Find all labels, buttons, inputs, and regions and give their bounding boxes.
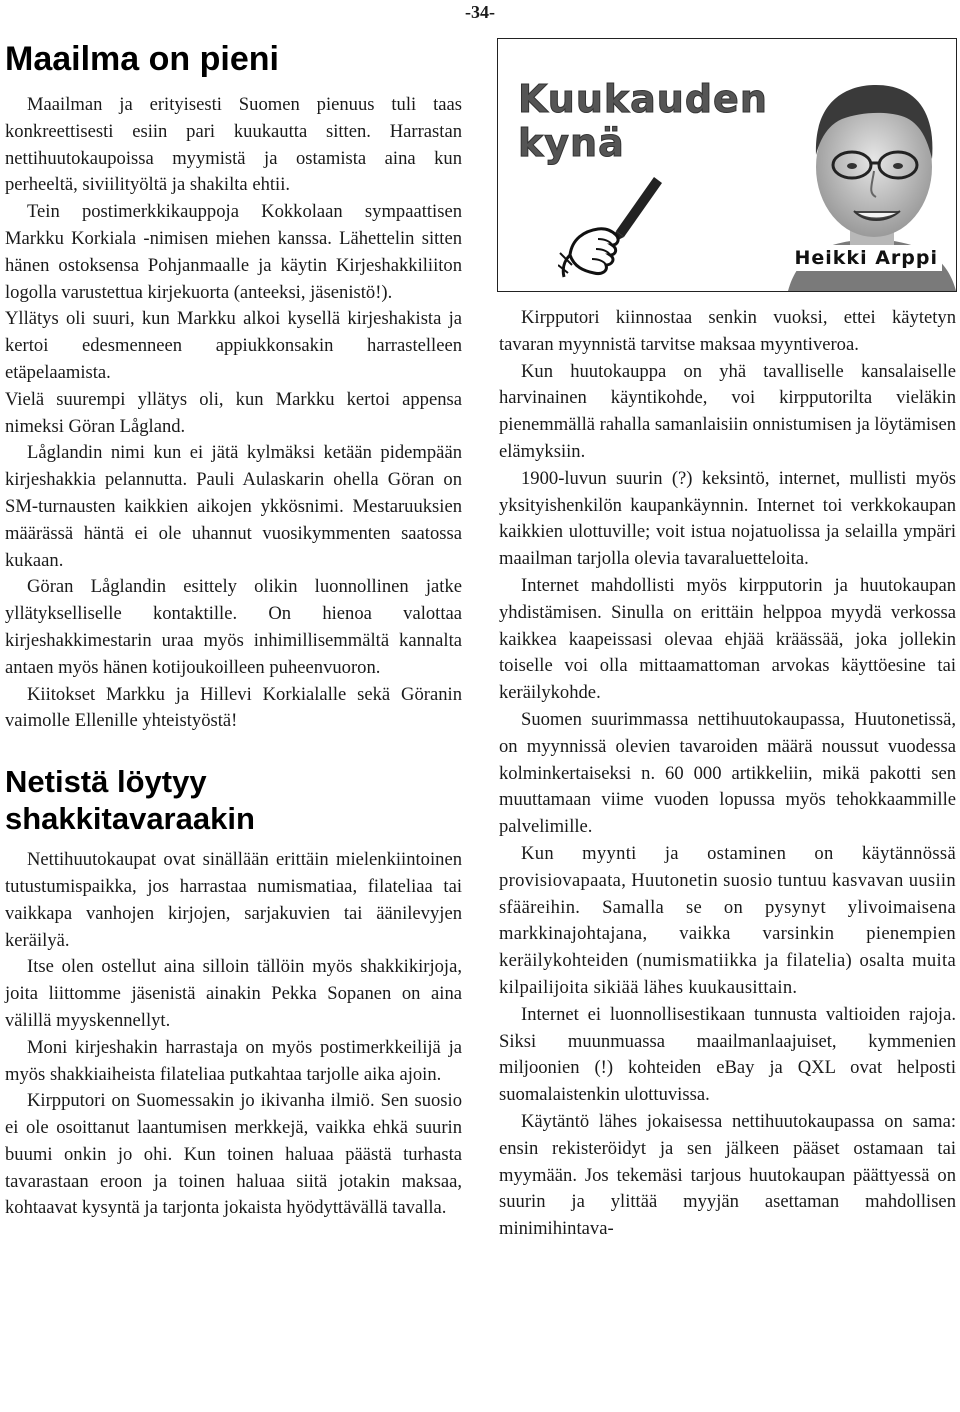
column-title-line1: Kuukauden: [518, 77, 768, 121]
article1-paragraph: Yllätys oli suuri, kun Markku alkoi kysellä kirjeshakista ja kertoi edesmenneen appiukkonsakin harrastelleen etäpelaamista.: [5, 308, 462, 383]
article2-paragraph: Kun myynti ja ostaminen on käytännössä provisiovapaata, Huutonetin suosio tuntuu kasvavan uusiin sfääreihin. Samalla se on pysynyt ylivoimaisena markkinajohtajana, vaikka varsinkin pienempien keräilykohteiden (numismatiikka ja filatelia) osalta muita kilpailijoita sikiää lähes kuukausittain.: [499, 842, 956, 998]
pen-hand-icon: [558, 169, 668, 279]
article2-paragraph: Käytäntö lähes jokaisessa nettihuutokaupassa on sama: ensin rekisteröidyt ja sen jälkeen pääset ostamaan tai myymään. Jos tekemäsi tarjous huutokaupan päättyessä on suurin ja ylittää myyjän asettaman mahdollisen minimihintava-: [499, 1110, 956, 1240]
column-title-line2: kynä: [518, 121, 625, 165]
article-title-netista: [5, 763, 462, 837]
article2-paragraph: Moni kirjeshakin harrastaja on myös postimerkkeilijä ja myös shakkiaiheista filateliaa putkahtaa tarjolle aika ajoin.: [5, 1036, 462, 1085]
article1-paragraph: Göran Låglandin esittely olikin luonnollinen jatke yllätykselliselle kontaktille. On hienoa valottaa kirjeshakkimestarin uraa myös inhimillisemmältä kannalta antaen myös hänen kotijoukoilleen puheenvuoron.: [5, 576, 462, 678]
article-title-maailma: Maailma on pieni: [5, 40, 279, 78]
article2-paragraph: Suomen suurimmassa nettihuutokaupassa, Huutonetissä, on myynnissä olevien tavaroiden määrä noussut vuodessa kolminkertaiseksi n. 60 000 artikkeliin, mikä pakotti sen muuttamaan viime vuoden lopussa myös tehokkaammille palvelimille.: [499, 708, 956, 838]
article2-paragraph: Kirpputori kiinnostaa senkin vuoksi, ettei käytetyn tavaran myynnistä tarvitse maksaa myyntiveroa.: [499, 307, 956, 355]
article2-paragraph: Kirpputori on Suomessakin jo ikivanha ilmiö. Sen suosio ei ole osoittanut laantumisen merkkejä, vaikka ehkä suurin buumi onkin jo ohi. Kun toinen haluaa päästä turhasta tavarastaan eroon ja toinen haluaa siitä jotakin maksaa, kohtaavat kysyntä ja tarjonta jokaista hyödyttävällä tavalla.: [5, 1090, 462, 1219]
article2-paragraph: Internet ei luonnollisestikaan tunnusta valtioiden rajoja. Siksi muunmuassa maailmanlaajuiset, kymmenien miljoonien (!) kohteiden eBay ja QXL ovat helposti suomalaistenkin ulottuvissa.: [499, 1003, 956, 1106]
author-name: Heikki Arppi: [791, 245, 943, 271]
article2-paragraph: Internet mahdollisti myös kirpputorin ja huutokaupan yhdistämisen. Sinulla on erittäin helppoa myydä verkossa kaikkea kaapeissasi olevaa ehjää kräässää, joka jollekin toiselle voi olla mittaamattoman arvokas käyttöesine tai keräilykohde.: [499, 574, 956, 704]
article2-paragraph: Itse olen ostellut aina silloin tällöin myös shakkikirjoja, joita liittomme jäsenistä ainakin Pekka Sopanen on aina välillä myyskennellyt.: [5, 956, 462, 1031]
article2-paragraph: Nettihuutokaupat ovat sinällään erittäin mielenkiintoinen tutustumispaikka, jos harrastaa numismatiaa, filateliaa tai vaikkapa vanhojen kirjojen, sarjakuvien tai äänilevyjen keräilyä.: [5, 849, 462, 951]
column-header-box: [497, 38, 957, 292]
page-number: -34-: [465, 2, 495, 22]
article1-paragraph: Maailman ja erityisesti Suomen pienuus tuli taas konkreettisesti esiin pari kuukautta sitten. Harrastan nettihuutokaupoissa myymistä ja ostamista aina kun perheeltä, siviilityöltä ja shakilta ehtii.: [5, 94, 462, 196]
article1-paragraph: Vielä suurempi yllätys oli, kun Markku kertoi appensa nimeksi Göran Lågland.: [5, 388, 462, 437]
article1-paragraph: Tein postimerkkikauppoja Kokkolaan sympaattisen Markku Korkiala -nimisen miehen kanssa. Lähettelin sitten hänen ostoksensa Pohjanmaalle ja käytin Kirjeshakkiliiton logolla varustettua kirjekuorta (anteeksi, jäsenistö!).: [5, 201, 462, 303]
article2-paragraph: Kun huutokauppa on yhä tavalliselle kansalaiselle harvinainen käyntikohde, voi kirpputorilta vieläkin pienemmällä rahalla samanlaisiin onnistumisen ja löytämisen elämyksiin.: [499, 360, 956, 462]
article1-paragraph: Kiitokset Markku ja Hillevi Korkialalle sekä Göranin vaimolle Ellenille yhteistyöstä!: [5, 683, 462, 732]
article2-title-line1: Netistä löytyy: [5, 764, 207, 800]
article2-title-line2: shakkitavaraakin: [5, 801, 255, 837]
left-column: [5, 38, 462, 1222]
right-column: [499, 305, 956, 1243]
column-title: [518, 77, 768, 165]
article1-paragraph: Låglandin nimi kun ei jätä kylmäksi ketään pidempään kirjeshakkia pelannutta. Pauli Aulaskarin ohella Göran on SM-turnausten kaikkien aikojen ykkösnimi. Mestaruuksien määrässä häntä ei ole uhannut vuosikymmenten saatossa kukaan.: [5, 442, 462, 571]
article2-paragraph: 1900-luvun suurin (?) keksintö, internet, mullisti myös yksityishenkilön kaupankäynnin. Internet toi verkkokaupan kaikkien ulottuville; voit istua nojatuolissa ja selailla ympäri maailman tarjolla olevia tavaraluetteloita.: [499, 467, 956, 570]
